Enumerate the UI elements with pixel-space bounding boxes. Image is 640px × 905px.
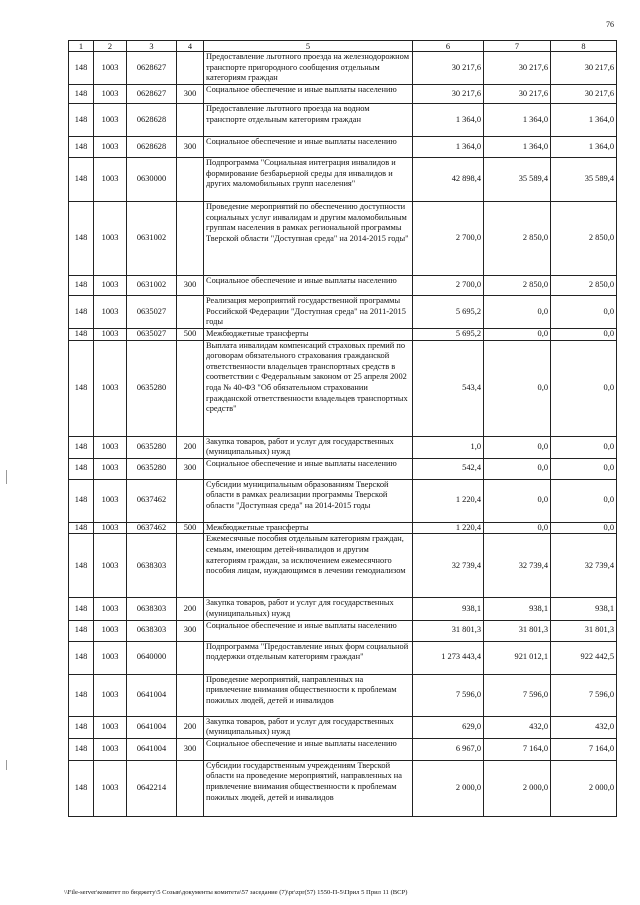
amount-col7-cell: 1 364,0 xyxy=(484,137,551,158)
code-target-cell: 0631002 xyxy=(127,202,177,276)
table-row xyxy=(69,329,617,341)
code-target-cell: 0641004 xyxy=(127,716,177,738)
code-grbs-cell: 148 xyxy=(69,760,94,816)
table-row xyxy=(69,296,617,329)
amount-col7-cell: 0,0 xyxy=(484,479,551,522)
amount-col7-cell: 0,0 xyxy=(484,522,551,534)
amount-col8-cell: 32 739,4 xyxy=(551,534,617,598)
header-cell: 7 xyxy=(484,41,551,52)
amount-col8-cell: 1 364,0 xyxy=(551,137,617,158)
code-target-cell: 0628628 xyxy=(127,104,177,137)
description-cell: Выплата инвалидам компенсаций страховых премий по договорам обязательного страхования гражданской ответственности владельцев транспортных средств в соответствии с Федеральным законом от 25 апреля 2002 года № 40-ФЗ "Об обязательном страховании гражданской ответственности владельцев транспортных средств" xyxy=(204,340,413,436)
table-row xyxy=(69,85,617,104)
code-target-cell: 0628627 xyxy=(127,52,177,85)
header-cell: 4 xyxy=(177,41,204,52)
description-cell: Социальное обеспечение и иные выплаты населению xyxy=(204,276,413,296)
code-grbs-cell: 148 xyxy=(69,329,94,341)
code-grbs-cell: 148 xyxy=(69,276,94,296)
amount-col8-cell: 2 000,0 xyxy=(551,760,617,816)
code-grbs-cell: 148 xyxy=(69,104,94,137)
amount-col6-cell: 2 000,0 xyxy=(413,760,484,816)
code-grbs-cell: 148 xyxy=(69,620,94,641)
amount-col7-cell: 30 217,6 xyxy=(484,52,551,85)
amount-col6-cell: 5 695,2 xyxy=(413,329,484,341)
amount-col7-cell: 2 850,0 xyxy=(484,202,551,276)
amount-col6-cell: 6 967,0 xyxy=(413,738,484,760)
code-section-cell: 1003 xyxy=(94,458,127,479)
table-row xyxy=(69,158,617,202)
code-section-cell: 1003 xyxy=(94,52,127,85)
amount-col7-cell: 35 589,4 xyxy=(484,158,551,202)
amount-col6-cell: 2 700,0 xyxy=(413,202,484,276)
amount-col6-cell: 1 273 443,4 xyxy=(413,641,484,674)
code-expense-type-cell xyxy=(177,760,204,816)
code-expense-type-cell xyxy=(177,340,204,436)
amount-col8-cell: 938,1 xyxy=(551,598,617,620)
code-expense-type-cell xyxy=(177,641,204,674)
code-target-cell: 0638303 xyxy=(127,620,177,641)
description-cell: Социальное обеспечение и иные выплаты населению xyxy=(204,458,413,479)
description-cell: Закупка товаров, работ и услуг для государственных (муниципальных) нужд xyxy=(204,598,413,620)
header-cell: 8 xyxy=(551,41,617,52)
code-expense-type-cell: 300 xyxy=(177,85,204,104)
code-grbs-cell: 148 xyxy=(69,674,94,716)
code-grbs-cell: 148 xyxy=(69,534,94,598)
amount-col8-cell: 35 589,4 xyxy=(551,158,617,202)
code-expense-type-cell xyxy=(177,52,204,85)
amount-col7-cell: 0,0 xyxy=(484,458,551,479)
amount-col6-cell: 2 700,0 xyxy=(413,276,484,296)
code-grbs-cell: 148 xyxy=(69,641,94,674)
code-target-cell: 0641004 xyxy=(127,674,177,716)
code-expense-type-cell xyxy=(177,674,204,716)
description-cell: Социальное обеспечение и иные выплаты населению xyxy=(204,85,413,104)
code-expense-type-cell: 200 xyxy=(177,716,204,738)
amount-col8-cell: 30 217,6 xyxy=(551,85,617,104)
code-section-cell: 1003 xyxy=(94,85,127,104)
amount-col8-cell: 2 850,0 xyxy=(551,276,617,296)
amount-col7-cell: 0,0 xyxy=(484,436,551,458)
header-row xyxy=(69,41,617,52)
code-grbs-cell: 148 xyxy=(69,436,94,458)
amount-col8-cell: 30 217,6 xyxy=(551,52,617,85)
code-section-cell: 1003 xyxy=(94,329,127,341)
amount-col8-cell: 2 850,0 xyxy=(551,202,617,276)
amount-col6-cell: 1 220,4 xyxy=(413,522,484,534)
code-target-cell: 0638303 xyxy=(127,598,177,620)
amount-col8-cell: 0,0 xyxy=(551,329,617,341)
code-section-cell: 1003 xyxy=(94,738,127,760)
code-grbs-cell: 148 xyxy=(69,479,94,522)
code-expense-type-cell xyxy=(177,202,204,276)
amount-col7-cell: 2 000,0 xyxy=(484,760,551,816)
code-expense-type-cell: 500 xyxy=(177,329,204,341)
code-expense-type-cell xyxy=(177,534,204,598)
binding-mark xyxy=(6,470,7,484)
table-row xyxy=(69,52,617,85)
code-target-cell: 0637462 xyxy=(127,522,177,534)
binding-mark xyxy=(6,760,7,770)
description-cell: Проведение мероприятий по обеспечению доступности социальных услуг инвалидам и другим маломобильным группам населения в рамках региональной программы Тверской области "Доступная среда" на 2014-2015 годы" xyxy=(204,202,413,276)
amount-col6-cell: 938,1 xyxy=(413,598,484,620)
description-cell: Предоставление льготного проезда на водном транспорте отдельным категориям граждан xyxy=(204,104,413,137)
description-cell: Закупка товаров, работ и услуг для государственных (муниципальных) нужд xyxy=(204,436,413,458)
amount-col7-cell: 7 596,0 xyxy=(484,674,551,716)
code-expense-type-cell: 300 xyxy=(177,620,204,641)
description-cell: Закупка товаров, работ и услуг для государственных (муниципальных) нужд xyxy=(204,716,413,738)
amount-col8-cell: 0,0 xyxy=(551,479,617,522)
code-target-cell: 0628627 xyxy=(127,85,177,104)
amount-col7-cell: 432,0 xyxy=(484,716,551,738)
code-target-cell: 0628628 xyxy=(127,137,177,158)
amount-col7-cell: 30 217,6 xyxy=(484,85,551,104)
amount-col7-cell: 31 801,3 xyxy=(484,620,551,641)
code-section-cell: 1003 xyxy=(94,104,127,137)
table-row xyxy=(69,479,617,522)
amount-col7-cell: 32 739,4 xyxy=(484,534,551,598)
amount-col8-cell: 1 364,0 xyxy=(551,104,617,137)
amount-col8-cell: 31 801,3 xyxy=(551,620,617,641)
amount-col8-cell: 0,0 xyxy=(551,340,617,436)
amount-col6-cell: 542,4 xyxy=(413,458,484,479)
code-target-cell: 0637462 xyxy=(127,479,177,522)
amount-col6-cell: 30 217,6 xyxy=(413,85,484,104)
header-cell: 3 xyxy=(127,41,177,52)
amount-col6-cell: 1 364,0 xyxy=(413,137,484,158)
description-cell: Проведение мероприятий, направленных на привлечение внимания общественности к проблемам пожилых людей, детей и инвалидов xyxy=(204,674,413,716)
code-grbs-cell: 148 xyxy=(69,738,94,760)
table-row xyxy=(69,104,617,137)
amount-col7-cell: 0,0 xyxy=(484,340,551,436)
code-section-cell: 1003 xyxy=(94,598,127,620)
code-section-cell: 1003 xyxy=(94,534,127,598)
code-target-cell: 0630000 xyxy=(127,158,177,202)
description-cell: Реализация мероприятий государственной программы Российской Федерации "Доступная среда" на 2011-2015 годы xyxy=(204,296,413,329)
table-row xyxy=(69,522,617,534)
code-expense-type-cell: 500 xyxy=(177,522,204,534)
code-section-cell: 1003 xyxy=(94,674,127,716)
table-row xyxy=(69,436,617,458)
description-cell: Ежемесячные пособия отдельным категориям граждан, семьям, имеющим детей-инвалидов и другим категориям граждан, за исключением ежемесячного пособия лицам, нуждающимся в лечении гемодиализом xyxy=(204,534,413,598)
amount-col6-cell: 31 801,3 xyxy=(413,620,484,641)
code-target-cell: 0641004 xyxy=(127,738,177,760)
code-expense-type-cell: 300 xyxy=(177,458,204,479)
code-expense-type-cell: 300 xyxy=(177,137,204,158)
amount-col7-cell: 2 850,0 xyxy=(484,276,551,296)
budget-table xyxy=(68,40,617,817)
header-cell: 2 xyxy=(94,41,127,52)
amount-col8-cell: 7 596,0 xyxy=(551,674,617,716)
code-target-cell: 0642214 xyxy=(127,760,177,816)
amount-col6-cell: 42 898,4 xyxy=(413,158,484,202)
code-section-cell: 1003 xyxy=(94,340,127,436)
description-cell: Подпрограмма "Предоставление иных форм социальной поддержки отдельным категориям граждан" xyxy=(204,641,413,674)
code-target-cell: 0635027 xyxy=(127,296,177,329)
amount-col7-cell: 0,0 xyxy=(484,329,551,341)
code-section-cell: 1003 xyxy=(94,641,127,674)
code-section-cell: 1003 xyxy=(94,479,127,522)
amount-col6-cell: 629,0 xyxy=(413,716,484,738)
amount-col6-cell: 1 220,4 xyxy=(413,479,484,522)
code-expense-type-cell: 200 xyxy=(177,436,204,458)
code-target-cell: 0635280 xyxy=(127,458,177,479)
code-target-cell: 0635027 xyxy=(127,329,177,341)
table-row xyxy=(69,674,617,716)
table-row xyxy=(69,202,617,276)
code-target-cell: 0640000 xyxy=(127,641,177,674)
description-cell: Субсидии государственным учреждениям Тверской области на проведение мероприятий, направленных на привлечение внимания общественности к проблемам пожилых людей, детей и инвалидов xyxy=(204,760,413,816)
amount-col7-cell: 1 364,0 xyxy=(484,104,551,137)
code-section-cell: 1003 xyxy=(94,436,127,458)
page-number: 76 xyxy=(606,20,614,29)
amount-col7-cell: 921 012,1 xyxy=(484,641,551,674)
code-grbs-cell: 148 xyxy=(69,340,94,436)
code-expense-type-cell xyxy=(177,479,204,522)
code-section-cell: 1003 xyxy=(94,276,127,296)
description-cell: Социальное обеспечение и иные выплаты населению xyxy=(204,738,413,760)
header-cell: 1 xyxy=(69,41,94,52)
code-section-cell: 1003 xyxy=(94,158,127,202)
code-expense-type-cell xyxy=(177,104,204,137)
code-target-cell: 0635280 xyxy=(127,340,177,436)
amount-col8-cell: 0,0 xyxy=(551,522,617,534)
amount-col7-cell: 938,1 xyxy=(484,598,551,620)
amount-col6-cell: 1,0 xyxy=(413,436,484,458)
amount-col8-cell: 0,0 xyxy=(551,436,617,458)
header-cell: 5 xyxy=(204,41,413,52)
code-grbs-cell: 148 xyxy=(69,598,94,620)
table-row xyxy=(69,716,617,738)
description-cell: Предоставление льготного проезда на железнодорожном транспорте пригородного сообщения отдельным категориям граждан xyxy=(204,52,413,85)
code-grbs-cell: 148 xyxy=(69,716,94,738)
code-section-cell: 1003 xyxy=(94,620,127,641)
table-row xyxy=(69,137,617,158)
code-target-cell: 0635280 xyxy=(127,436,177,458)
description-cell: Подпрограмма "Социальная интеграция инвалидов и формирование безбарьерной среды для инвалидов и других маломобильных групп населения" xyxy=(204,158,413,202)
table-row xyxy=(69,641,617,674)
code-grbs-cell: 148 xyxy=(69,137,94,158)
description-cell: Межбюджетные трансферты xyxy=(204,329,413,341)
description-cell: Социальное обеспечение и иные выплаты населению xyxy=(204,137,413,158)
code-section-cell: 1003 xyxy=(94,137,127,158)
table-row xyxy=(69,620,617,641)
table-row xyxy=(69,276,617,296)
amount-col8-cell: 7 164,0 xyxy=(551,738,617,760)
code-target-cell: 0638303 xyxy=(127,534,177,598)
amount-col6-cell: 543,4 xyxy=(413,340,484,436)
description-cell: Межбюджетные трансферты xyxy=(204,522,413,534)
table-body xyxy=(69,52,617,817)
code-grbs-cell: 148 xyxy=(69,522,94,534)
footer-file-path: \\File-server\комитет по бюджету\5 Созыв\документы комитета\57 заседание (7)\pr\zpr(57) 1550-П-5\Прил 5 Прил 11 (ВСР) xyxy=(64,889,408,896)
table-row xyxy=(69,598,617,620)
table-row xyxy=(69,340,617,436)
code-grbs-cell: 148 xyxy=(69,458,94,479)
table-row xyxy=(69,458,617,479)
code-expense-type-cell: 300 xyxy=(177,738,204,760)
table-row xyxy=(69,760,617,816)
code-expense-type-cell: 200 xyxy=(177,598,204,620)
amount-col7-cell: 0,0 xyxy=(484,296,551,329)
code-grbs-cell: 148 xyxy=(69,202,94,276)
description-cell: Субсидии муниципальным образованиям Тверской области в рамках реализации программы Тверской области "Доступная среда" на 2014-2015 годы xyxy=(204,479,413,522)
code-target-cell: 0631002 xyxy=(127,276,177,296)
amount-col6-cell: 5 695,2 xyxy=(413,296,484,329)
amount-col8-cell: 922 442,5 xyxy=(551,641,617,674)
amount-col8-cell: 432,0 xyxy=(551,716,617,738)
code-expense-type-cell: 300 xyxy=(177,276,204,296)
amount-col6-cell: 32 739,4 xyxy=(413,534,484,598)
code-section-cell: 1003 xyxy=(94,760,127,816)
code-section-cell: 1003 xyxy=(94,296,127,329)
amount-col6-cell: 30 217,6 xyxy=(413,52,484,85)
code-section-cell: 1003 xyxy=(94,202,127,276)
amount-col7-cell: 7 164,0 xyxy=(484,738,551,760)
code-grbs-cell: 148 xyxy=(69,158,94,202)
code-grbs-cell: 148 xyxy=(69,52,94,85)
code-section-cell: 1003 xyxy=(94,716,127,738)
header-cell: 6 xyxy=(413,41,484,52)
description-cell: Социальное обеспечение и иные выплаты населению xyxy=(204,620,413,641)
code-expense-type-cell xyxy=(177,158,204,202)
code-section-cell: 1003 xyxy=(94,522,127,534)
amount-col6-cell: 7 596,0 xyxy=(413,674,484,716)
amount-col8-cell: 0,0 xyxy=(551,296,617,329)
code-grbs-cell: 148 xyxy=(69,85,94,104)
amount-col6-cell: 1 364,0 xyxy=(413,104,484,137)
table-row xyxy=(69,534,617,598)
code-expense-type-cell xyxy=(177,296,204,329)
table-row xyxy=(69,738,617,760)
amount-col8-cell: 0,0 xyxy=(551,458,617,479)
code-grbs-cell: 148 xyxy=(69,296,94,329)
